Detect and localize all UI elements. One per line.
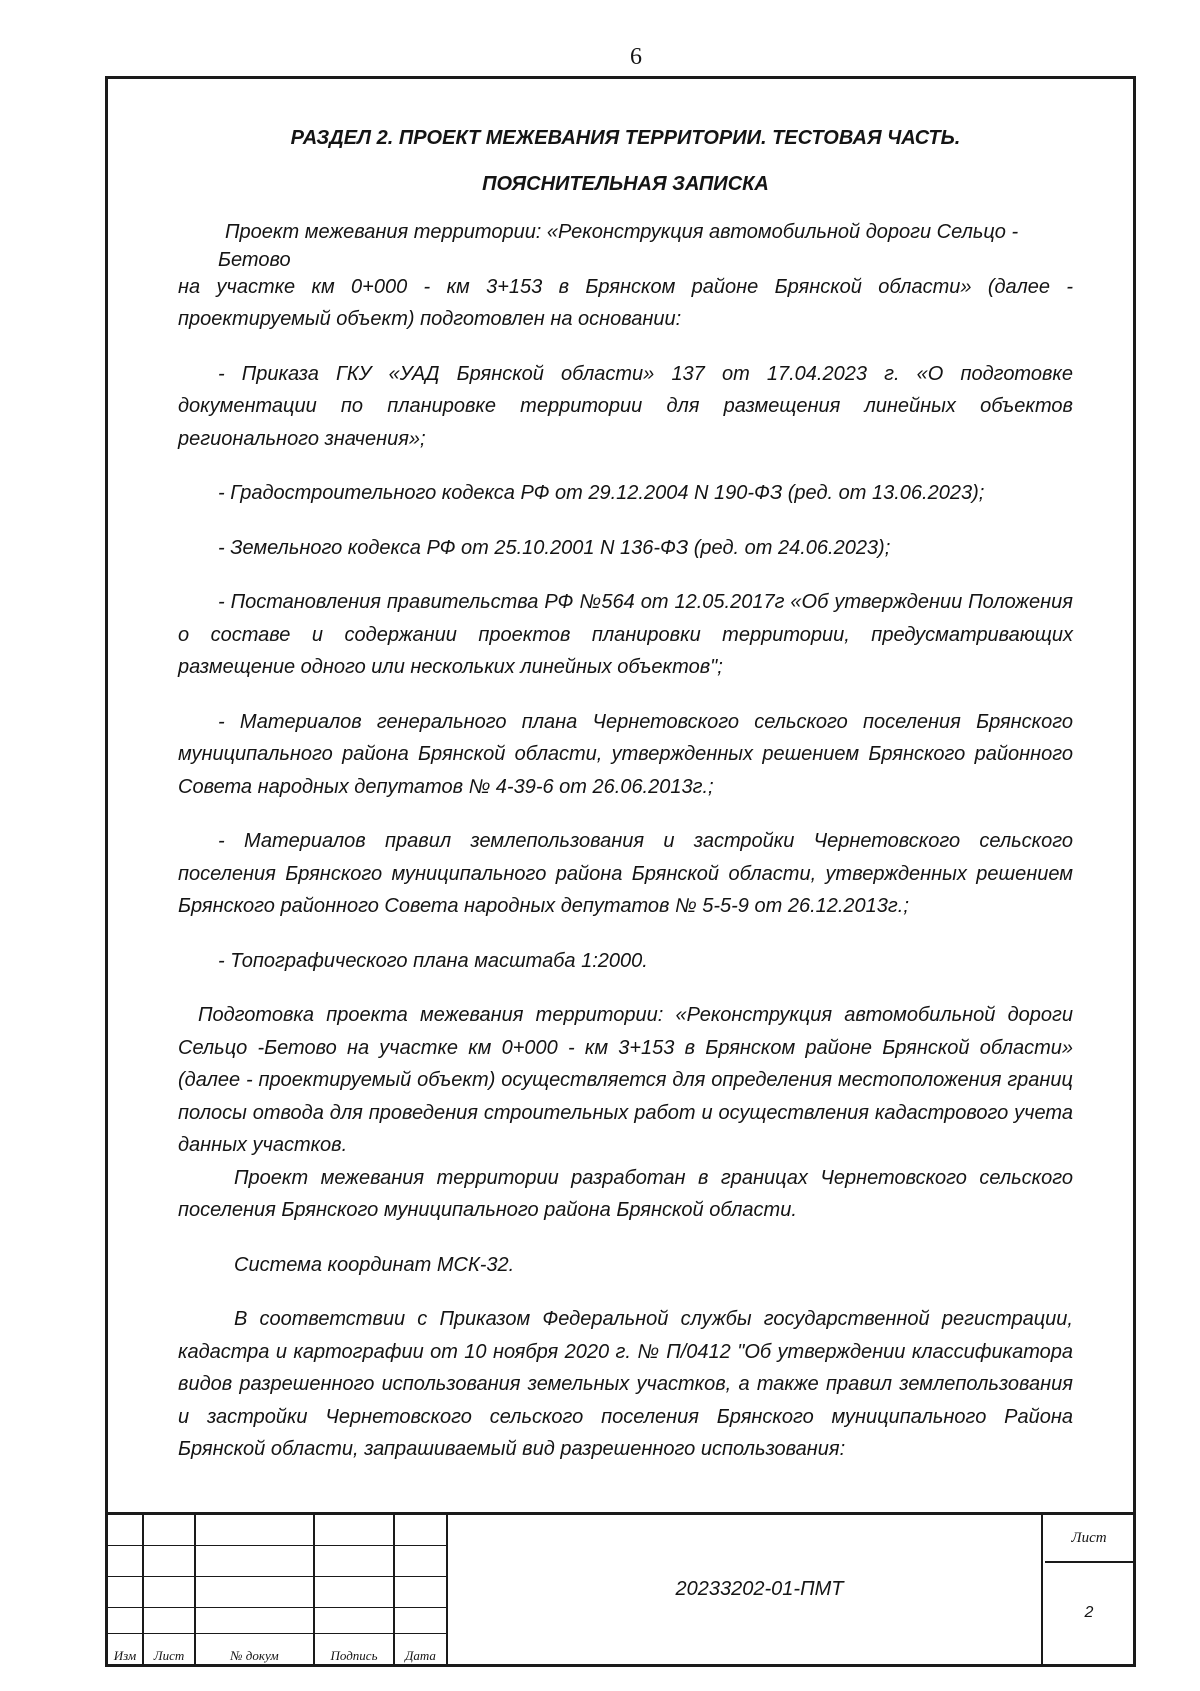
basis-item: - Градостроительного кодекса РФ от 29.12.2004 N 190-ФЗ (ред. от 13.06.2023); — [218, 482, 985, 504]
basis-item: - Постановления правительства РФ №564 от 12.05.2017г «Об утверждении Положения о составе и содержании проектов планировки территории, предусматривающих размещение одного или нескольких линейных объектов"; — [178, 591, 1073, 678]
page-number: 6 — [630, 44, 642, 70]
document-code: 20233202-01-ПМТ — [478, 1515, 1043, 1664]
sheet-number: 2 — [1084, 1604, 1094, 1621]
basis-item: - Материалов генерального плана Чернетовского сельского поселения Брянского муниципального района Брянской области, утвержденных решением Брянского районного Совета народных депутатов № 4-39-6 от 26.06.2013г.; — [178, 710, 1073, 798]
basis-item: - Земельного кодекса РФ от 25.10.2001 N 136-ФЗ (ред. от 24.06.2023); — [218, 536, 891, 559]
coordinate-system-paragraph: Система координат МСК-32. — [234, 1253, 515, 1276]
intro-line-2: Бетово — [218, 248, 291, 271]
order-paragraph: В соответствии с Приказом Федеральной службы государственной регистрации, кадастра и картографии от 10 ноября 2020 г. № П/0412 "Об утверждении классификатора видов разрешенного использования земельных участков, а также правил землепользования и застройки Чернетовского сельского поселения Брянского муниципального Района Брянской области, запрашиваемый вид разрешенного использования: — [178, 1308, 1073, 1460]
intro-rest: на участке км 0+000 - км 3+153 в Брянском районе Брянской области» (далее - проектируемый объект) подготовлен на основании: — [178, 275, 1073, 330]
basis-item: - Материалов правил землепользования и застройки Чернетовского сельского поселения Брянского муниципального района Брянской области, утвержденных решением Брянского районного Совета народных депутатов № 5-5-9 от 26.12.2013г.; — [178, 830, 1073, 917]
section-title: РАЗДЕЛ 2. ПРОЕКТ МЕЖЕВАНИЯ ТЕРРИТОРИИ. ТЕСТОВАЯ ЧАСТЬ. — [290, 127, 961, 149]
document-frame — [105, 76, 1136, 1667]
stamp-label-doc-number: № докум — [195, 1634, 314, 1665]
stamp-label-change: Изм — [108, 1634, 143, 1665]
document-body — [178, 125, 1073, 1466]
basis-item: - Топографического плана масштаба 1:2000. — [218, 949, 648, 972]
intro-line-1: Проект межевания территории: «Реконструкция автомобильной дороги Сельцо - — [225, 221, 1019, 243]
stamp-label-signature: Подпись — [314, 1634, 394, 1665]
stamp-label-sheet: Лист — [143, 1634, 195, 1665]
stamp-label-date: Дата — [394, 1634, 447, 1665]
basis-item: - Приказа ГКУ «УАД Брянской области» 137 от 17.04.2023 г. «О подготовке документации по планировке территории для размещения линейных объектов регионального значения»; — [178, 362, 1073, 450]
section-subtitle: ПОЯСНИТЕЛЬНАЯ ЗАПИСКА — [482, 173, 769, 195]
title-block-grid — [108, 1515, 448, 1664]
preparation-paragraph: Подготовка проекта межевания территории: «Реконструкция автомобильной дороги Сельцо -Бетово на участке км 0+000 - км 3+153 в Брянском районе Брянской области» (далее - проектируемый объект) осуществляется для определения местоположения границ полосы отвода для проведения строительных работ и осуществления кадастрового учета данных участков. — [178, 1004, 1073, 1156]
sheet-box — [1045, 1515, 1133, 1664]
title-block — [108, 1512, 1133, 1664]
bounds-paragraph: Проект межевания территории разработан в границах Чернетовского сельского поселения Брянского муниципального района Брянской области. — [178, 1166, 1073, 1221]
sheet-label: Лист — [1045, 1515, 1133, 1563]
